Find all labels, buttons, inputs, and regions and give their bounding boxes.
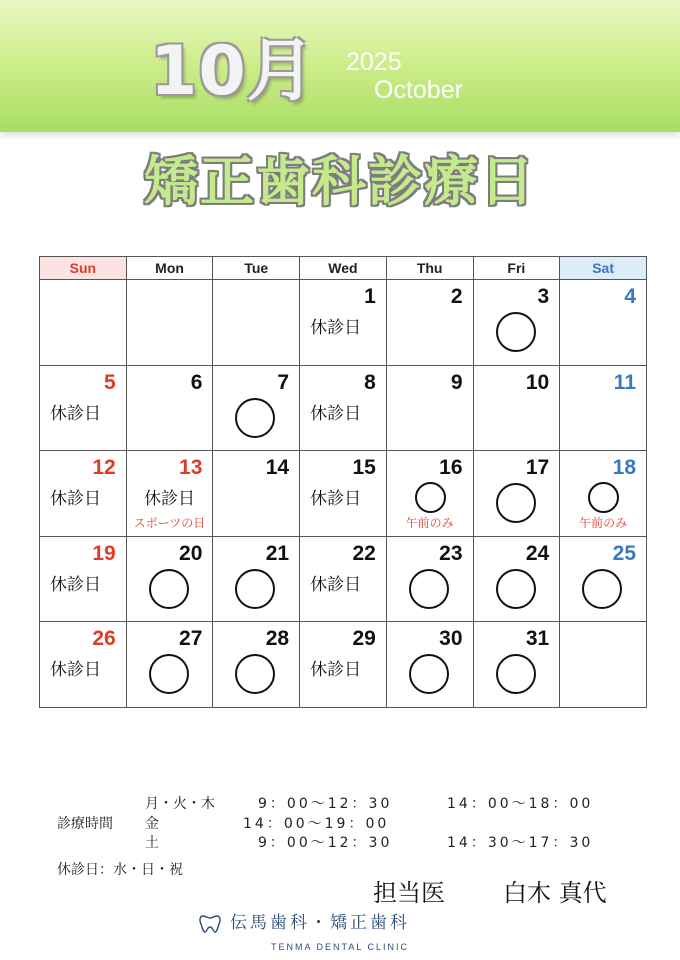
weekday-wed: Wed xyxy=(300,257,387,280)
day-number: 29 xyxy=(352,627,376,650)
closed-label: 休診日 xyxy=(50,489,101,509)
day-number: 3 xyxy=(537,285,550,308)
day-number: 22 xyxy=(352,541,376,565)
calendar-week-row xyxy=(40,622,647,708)
month-english-label: October xyxy=(374,76,463,104)
closed-days-note: 休診日：水・日・祝 xyxy=(57,862,183,878)
closed-label: 休診日 xyxy=(310,489,362,509)
calendar-body xyxy=(40,280,647,708)
closed-label: 休診日 xyxy=(310,403,362,424)
day-number: 17 xyxy=(525,456,550,479)
calendar-day-cell xyxy=(213,365,300,451)
calendar-day-cell xyxy=(560,365,647,451)
hours-am-3: 9：00〜12：30 xyxy=(258,835,393,851)
weekday-tue: Tue xyxy=(213,257,300,280)
weekday-header-row xyxy=(40,257,647,280)
calendar-day-cell xyxy=(386,365,473,451)
day-number: 1 xyxy=(364,285,376,308)
day-number: 26 xyxy=(92,627,116,650)
closed-label: 休診日 xyxy=(50,574,101,595)
hours-days-3: 土 xyxy=(145,835,159,851)
calendar-day-cell xyxy=(386,451,473,537)
calendar-day-cell xyxy=(560,622,647,708)
doctor-name: 白木 真代 xyxy=(503,879,607,907)
calendar-week-row xyxy=(40,536,647,622)
day-number: 14 xyxy=(265,456,290,479)
calendar-day-cell xyxy=(40,365,127,451)
calendar-day-cell xyxy=(126,365,213,451)
weekday-sun: Sun xyxy=(40,257,127,280)
day-number: 13 xyxy=(179,456,203,479)
calendar-week-row xyxy=(40,365,647,451)
closed-label: 休診日 xyxy=(144,489,196,509)
open-day-circle-icon xyxy=(409,654,449,694)
day-number: 5 xyxy=(104,370,116,394)
open-day-circle-icon xyxy=(409,569,449,609)
open-day-circle-icon xyxy=(149,569,189,609)
hours-pm-3: 14：30〜17：30 xyxy=(447,835,594,851)
weekday-mon: Mon xyxy=(126,257,213,280)
tooth-icon xyxy=(198,913,222,935)
hours-am-2: 14：00〜19：00 xyxy=(243,816,390,832)
calendar-day-cell xyxy=(300,622,387,708)
open-day-circle-icon xyxy=(582,569,622,609)
day-number: 18 xyxy=(612,456,636,479)
clinic-name-jp: 伝馬歯科・矯正歯科 xyxy=(230,913,410,933)
calendar-day-cell xyxy=(126,280,213,366)
hours-days-1: 月・火・木 xyxy=(145,796,215,812)
day-number: 16 xyxy=(439,456,463,479)
weekday-thu: Thu xyxy=(386,257,473,280)
open-day-circle-icon xyxy=(496,483,536,523)
calendar-day-cell xyxy=(40,536,127,622)
open-day-circle-icon xyxy=(496,654,536,694)
calendar-day-cell xyxy=(473,280,560,366)
day-note: 午前のみ xyxy=(579,516,628,530)
open-day-circle-icon xyxy=(235,654,275,694)
hours-pm-1: 14：00〜18：00 xyxy=(447,796,594,812)
day-number: 12 xyxy=(92,456,116,479)
day-note: スポーツの日 xyxy=(133,516,206,530)
closed-label: 休診日 xyxy=(310,318,362,338)
day-number: 4 xyxy=(624,285,636,308)
day-number: 6 xyxy=(190,370,203,394)
calendar-day-cell xyxy=(473,536,560,622)
calendar-day-cell xyxy=(213,622,300,708)
open-day-circle-icon xyxy=(235,398,275,438)
month-title: 10月 xyxy=(150,32,316,111)
day-number: 24 xyxy=(525,541,550,565)
day-note: 午前のみ xyxy=(405,516,454,530)
day-number: 11 xyxy=(613,370,636,394)
day-number: 25 xyxy=(612,541,636,565)
calendar-day-cell xyxy=(473,365,560,451)
day-number: 10 xyxy=(525,370,550,394)
calendar-day-cell xyxy=(126,451,213,537)
hours-am-1: 9：00〜12：30 xyxy=(258,796,393,812)
hours-label: 診療時間 xyxy=(57,816,113,832)
page-title: 矯正歯科診療日 xyxy=(144,150,536,213)
day-number: 7 xyxy=(277,370,290,394)
open-day-circle-icon xyxy=(149,654,189,694)
open-day-circle-icon xyxy=(235,569,275,609)
day-number: 2 xyxy=(450,285,463,308)
weekday-fri: Fri xyxy=(473,257,560,280)
hours-days-2: 金 xyxy=(145,816,159,832)
calendar-day-cell xyxy=(300,451,387,537)
calendar-grid xyxy=(39,256,647,708)
day-number: 30 xyxy=(439,627,463,650)
calendar-day-cell xyxy=(386,536,473,622)
calendar-day-cell xyxy=(213,536,300,622)
header-banner xyxy=(0,0,680,132)
calendar-day-cell xyxy=(40,280,127,366)
calendar-day-cell xyxy=(300,536,387,622)
weekday-sat: Sat xyxy=(560,257,647,280)
doctor-label: 担当医 xyxy=(373,879,445,907)
calendar-day-cell xyxy=(40,622,127,708)
calendar-day-cell xyxy=(300,280,387,366)
day-number: 23 xyxy=(439,541,463,565)
day-number: 21 xyxy=(265,541,290,565)
calendar-day-cell xyxy=(213,451,300,537)
open-day-circle-icon xyxy=(588,482,619,513)
closed-label: 休診日 xyxy=(50,660,101,680)
day-number: 27 xyxy=(179,627,203,650)
day-number: 15 xyxy=(352,456,376,479)
open-day-circle-icon xyxy=(496,569,536,609)
calendar-week-row xyxy=(40,280,647,366)
calendar-day-cell xyxy=(560,280,647,366)
closed-label: 休診日 xyxy=(310,660,362,680)
day-number: 8 xyxy=(364,370,376,394)
open-day-circle-icon xyxy=(415,482,446,513)
clinic-name-en: TENMA DENTAL CLINIC xyxy=(270,942,409,952)
calendar-day-cell xyxy=(126,622,213,708)
closed-label: 休診日 xyxy=(50,403,101,424)
calendar-day-cell xyxy=(560,451,647,537)
day-number: 31 xyxy=(525,627,550,650)
day-number: 9 xyxy=(450,370,463,394)
calendar-day-cell xyxy=(40,451,127,537)
closed-label: 休診日 xyxy=(310,574,362,595)
calendar-day-cell xyxy=(386,280,473,366)
day-number: 19 xyxy=(92,541,116,565)
year-label: 2025 xyxy=(346,48,402,76)
calendar-day-cell xyxy=(126,536,213,622)
calendar-day-cell xyxy=(213,280,300,366)
calendar-day-cell xyxy=(386,622,473,708)
calendar-week-row xyxy=(40,451,647,537)
open-day-circle-icon xyxy=(496,312,536,352)
day-number: 20 xyxy=(179,541,203,565)
calendar-day-cell xyxy=(300,365,387,451)
day-number: 28 xyxy=(265,627,290,650)
calendar-day-cell xyxy=(560,536,647,622)
calendar-day-cell xyxy=(473,622,560,708)
calendar-day-cell xyxy=(473,451,560,537)
